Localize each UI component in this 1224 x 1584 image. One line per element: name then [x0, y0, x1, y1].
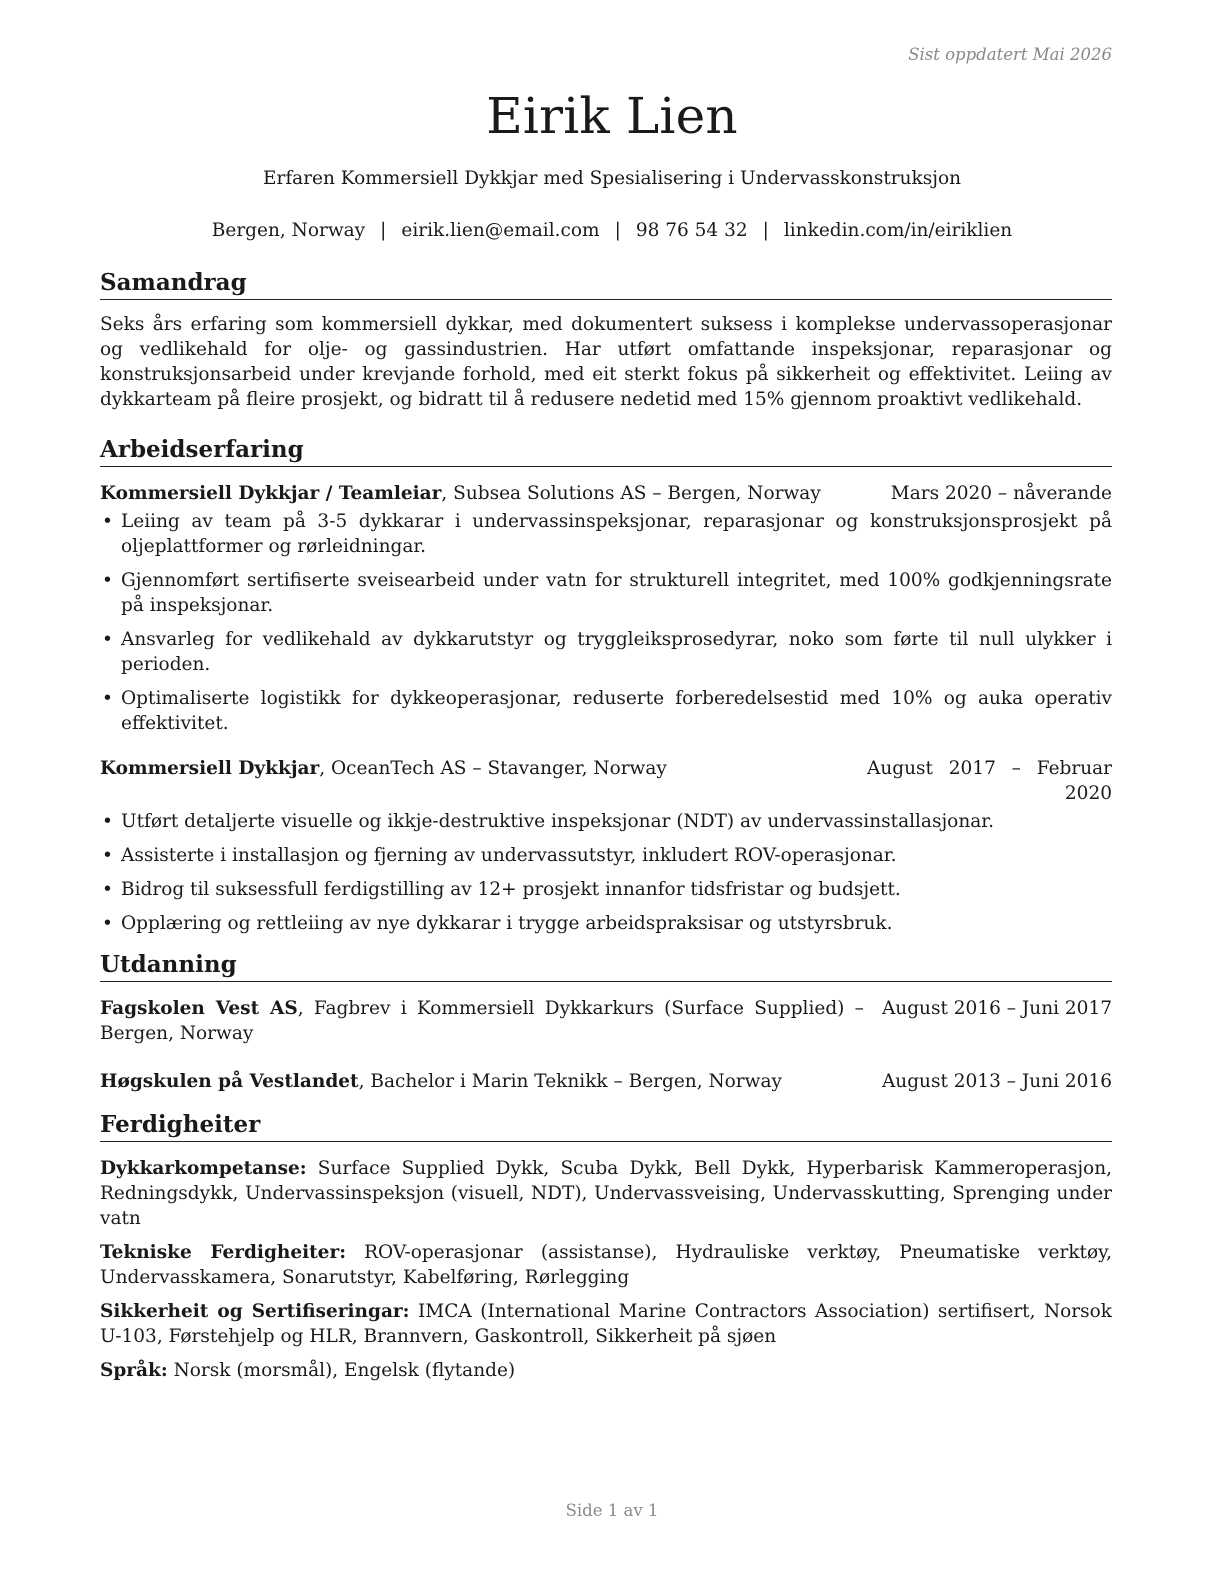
section-title-education: Utdanning	[100, 950, 1112, 982]
skill-list: Surface Supplied Dykk, Scuba Dykk, Bell Dykk, Hyperbarisk Kammeroperasjon, Redningsdykk, Undervassinspeksjon (visuell, NDT), Undervassveising, Undervasskutting, Sprenging under vatn	[100, 1158, 1112, 1229]
separator: |	[380, 220, 387, 241]
tagline: Erfaren Kommersiell Dykkjar med Spesialisering i Undervasskonstruksjon	[262, 168, 962, 189]
skill-list: IMCA (International Marine Contractors Association) sertifisert, Norsok U-103, Førstehjelp og HLR, Brannvern, Gaskontroll, Sikkerheit på sjøen	[100, 1301, 1112, 1347]
education-entry	[100, 996, 1112, 1046]
job-role: Kommersiell Dykkjar / Teamleiar	[100, 483, 442, 504]
job-bullet: • Ansvarleg for vedlikehald av dykkarutstyr og tryggleiksprosedyrar, noko som førte til null ulykker i perioden.	[100, 627, 1112, 677]
skills-section	[100, 1110, 1112, 1383]
summary-text: Seks års erfaring som kommersiell dykkar, med dokumentert suksess i komplekse undervassoperasjonar og vedlikehald for olje- og gassindustrien. Har utført omfattande inspeksjonar, reparasjonar og konstruksjonsarbeid under krevjande forhold, med eit sterkt fokus på sikkerheit og effektivitet. Leiing av dykkarteam på fleire prosjekt, og bidratt til å redusere nedetid med 15% gjennom proaktivt vedlikehald.	[100, 314, 1112, 410]
page-number: Side 1 av 1	[565, 1501, 659, 1520]
job-bullet: • Leiing av team på 3-5 dykkarar i undervassinspeksjonar, reparasjonar og konstruksjonsprosjekt på oljeplattformer og rørleidningar.	[100, 509, 1112, 559]
job-company: , OceanTech AS – Stavanger, Norway	[319, 758, 667, 779]
job-entry	[100, 481, 1112, 736]
skill-group	[100, 1156, 1112, 1231]
degree-detail: , Bachelor i Marin Teknikk – Bergen, Norway	[358, 1071, 782, 1092]
job-header	[100, 481, 1112, 506]
school-name: Fagskolen Vest AS	[100, 998, 298, 1019]
job-company: , Subsea Solutions AS – Bergen, Norway	[441, 483, 821, 504]
contact-line	[0, 220, 1224, 241]
job-dates: August 2017 – Februar 2020	[867, 758, 1112, 804]
education-entry	[100, 1069, 1112, 1094]
education-dates: August 2016 – Juni 2017	[881, 998, 1112, 1019]
summary-section	[100, 268, 1112, 412]
school-name: Høgskulen på Vestlandet	[100, 1071, 359, 1092]
job-entry	[100, 756, 1112, 936]
education-dates: August 2013 – Juni 2016	[881, 1071, 1112, 1092]
resume-body	[100, 268, 1112, 1383]
skill-label: Tekniske Ferdigheiter:	[100, 1242, 347, 1263]
email-link[interactable]: eirik.lien@email.com	[401, 220, 600, 241]
skill-label: Språk:	[100, 1360, 168, 1381]
job-dates: Mars 2020 – nåverande	[890, 483, 1112, 504]
job-bullet: • Utført detaljerte visuelle og ikkje-destruktive inspeksjonar (NDT) av undervassinstallasjonar.	[100, 809, 1112, 834]
skill-group	[100, 1240, 1112, 1290]
skill-label: Sikkerheit og Sertifiseringar:	[100, 1301, 410, 1322]
job-bullet: • Assisterte i installasjon og fjerning av undervassutstyr, inkludert ROV-operasjonar.	[100, 843, 1112, 868]
linkedin-link[interactable]: linkedin.com/in/eiriklien	[783, 220, 1013, 241]
job-bullet: • Opplæring og rettleiing av nye dykkarar i trygge arbeidspraksisar og utstyrsbruk.	[100, 911, 1112, 936]
section-title-experience: Arbeidserfaring	[100, 435, 1112, 467]
skill-group	[100, 1358, 1112, 1383]
experience-section	[100, 435, 1112, 936]
job-header	[100, 756, 1112, 806]
skill-label: Dykkarkompetanse:	[100, 1158, 307, 1179]
last-updated: Sist oppdatert Mai 2026	[908, 45, 1112, 64]
job-bullet: • Optimaliserte logistikk for dykkeoperasjonar, reduserte forberedelsestid med 10% og auka operativ effektivitet.	[100, 686, 1112, 736]
separator: |	[762, 220, 769, 241]
section-title-summary: Samandrag	[100, 268, 1112, 300]
education-section	[100, 950, 1112, 1094]
job-bullets	[100, 809, 1112, 936]
separator: |	[614, 220, 621, 241]
skill-list: Norsk (morsmål), Engelsk (flytande)	[167, 1360, 516, 1381]
job-bullet: • Bidrog til suksessfull ferdigstilling av 12+ prosjekt innanfor tidsfristar og budsjett.	[100, 877, 1112, 902]
job-role: Kommersiell Dykkjar	[100, 758, 320, 779]
skill-list: ROV-operasjonar (assistanse), Hydrauliske verktøy, Pneumatiske verktøy, Undervasskamera, Sonarutstyr, Kabelføring, Rørlegging	[100, 1242, 1112, 1288]
phone: 98 76 54 32	[635, 220, 748, 241]
location: Bergen, Norway	[211, 220, 366, 241]
candidate-name: Eirik Lien	[486, 87, 738, 145]
job-bullet: • Gjennomført sertifiserte sveisearbeid under vatn for strukturell integritet, med 100% godkjenningsrate på inspeksjonar.	[100, 568, 1112, 618]
degree-detail: , Fagbrev i Kommersiell Dykkarkurs (Surface Supplied) – Bergen, Norway	[100, 998, 864, 1044]
skill-group	[100, 1299, 1112, 1349]
section-title-skills: Ferdigheiter	[100, 1110, 1112, 1142]
job-bullets	[100, 509, 1112, 736]
